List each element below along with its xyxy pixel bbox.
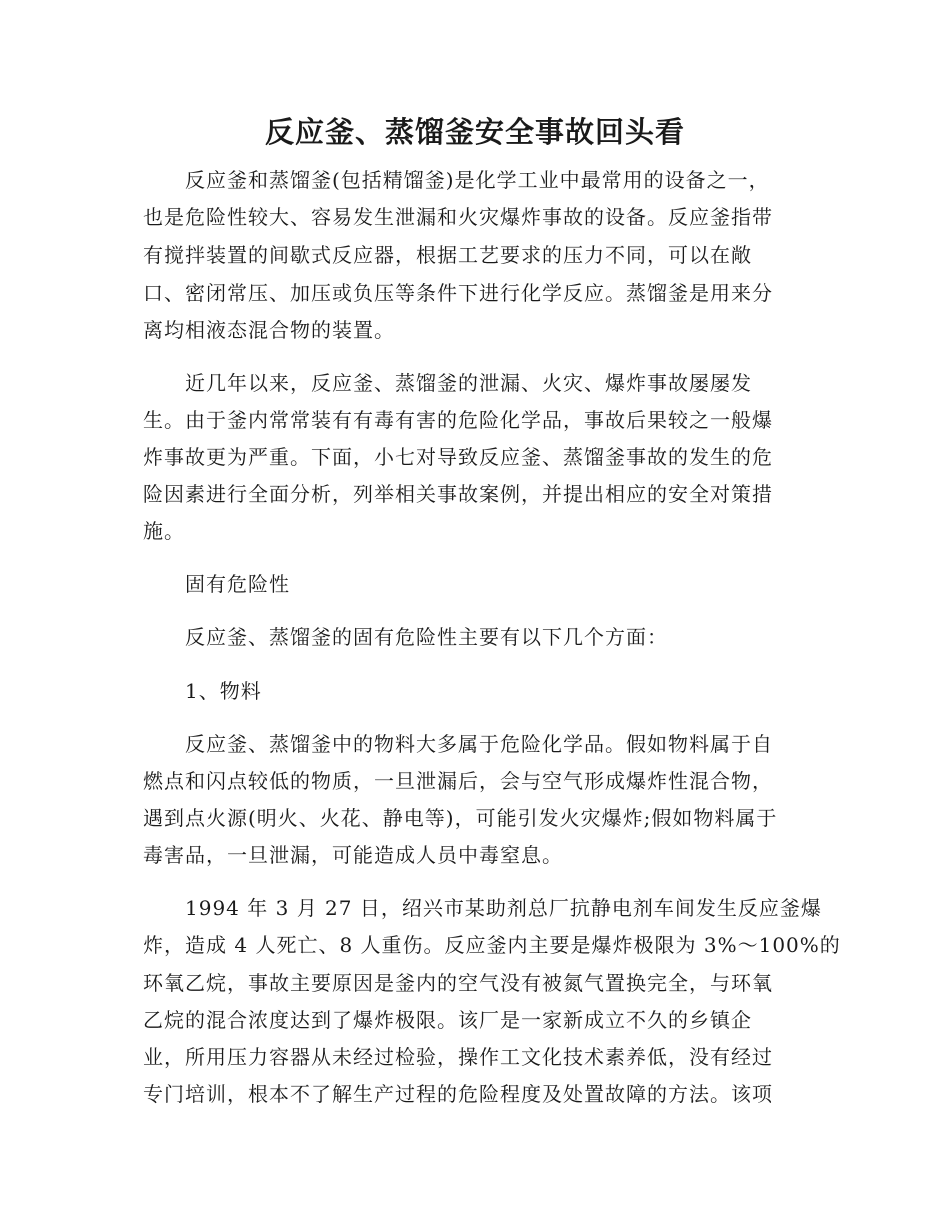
- document-title: 反应釜、蒸馏釜安全事故回头看: [264, 115, 685, 149]
- paragraph-1-line-2: 也是危险性较大、容易发生泄漏和火灾爆炸事故的设备。反应釜指带: [143, 205, 773, 229]
- paragraph-5-line-6: 专门培训，根本不了解生产过程的危险程度及处置故障的方法。该项: [143, 1082, 773, 1106]
- paragraph-3-line-1: 反应釜、蒸馏釜的固有危险性主要有以下几个方面：: [185, 625, 668, 649]
- paragraph-4-line-3: 遇到点火源(明火、火花、静电等)，可能引发火灾爆炸;假如物料属于: [143, 806, 778, 830]
- paragraph-2-line-2: 生。由于釜内常常装有有毒有害的危险化学品，事故后果较之一般爆: [143, 408, 773, 432]
- section-heading-inherent-risk: 固有危险性: [185, 572, 290, 596]
- paragraph-2-line-4: 险因素进行全面分析，列举相关事故案例，并提出相应的安全对策措: [143, 482, 773, 506]
- subsection-heading-materials: 1、物料: [185, 679, 262, 703]
- paragraph-4-line-4: 毒害品，一旦泄漏，可能造成人员中毒窒息。: [143, 843, 563, 867]
- paragraph-5-line-4: 乙烷的混合浓度达到了爆炸极限。该厂是一家新成立不久的乡镇企: [143, 1008, 752, 1032]
- paragraph-4-line-1: 反应釜、蒸馏釜中的物料大多属于危险化学品。假如物料属于自: [185, 732, 773, 756]
- paragraph-5-line-3: 环氧乙烷，事故主要原因是釜内的空气没有被氮气置换完全，与环氧: [143, 971, 773, 995]
- paragraph-1-line-5: 离均相液态混合物的装置。: [143, 318, 395, 342]
- paragraph-1-line-1: 反应釜和蒸馏釜(包括精馏釜)是化学工业中最常用的设备之一，: [185, 168, 770, 192]
- paragraph-1-line-4: 口、密闭常压、加压或负压等条件下进行化学反应。蒸馏釜是用来分: [143, 281, 773, 305]
- paragraph-5-line-1: 1994 年 3 月 27 日，绍兴市某助剂总厂抗静电剂车间发生反应釜爆: [185, 896, 822, 920]
- paragraph-5-line-5: 业，所用压力容器从未经过检验，操作工文化技术素养低，没有经过: [143, 1045, 773, 1069]
- paragraph-1-line-3: 有搅拌装置的间歇式反应器，根据工艺要求的压力不同，可以在敞: [143, 243, 752, 267]
- paragraph-4-line-2: 燃点和闪点较低的物质，一旦泄漏后，会与空气形成爆炸性混合物，: [143, 769, 773, 793]
- paragraph-2-line-1: 近几年以来，反应釜、蒸馏釜的泄漏、火灾、爆炸事故屡屡发: [185, 371, 752, 395]
- paragraph-2-line-3: 炸事故更为严重。下面，小七对导致反应釜、蒸馏釜事故的发生的危: [143, 445, 773, 469]
- paragraph-2-line-5: 施。: [143, 519, 185, 543]
- paragraph-5-line-2: 炸，造成 4 人死亡、8 人重伤。反应釜内主要是爆炸极限为 3%～100%的: [143, 933, 841, 957]
